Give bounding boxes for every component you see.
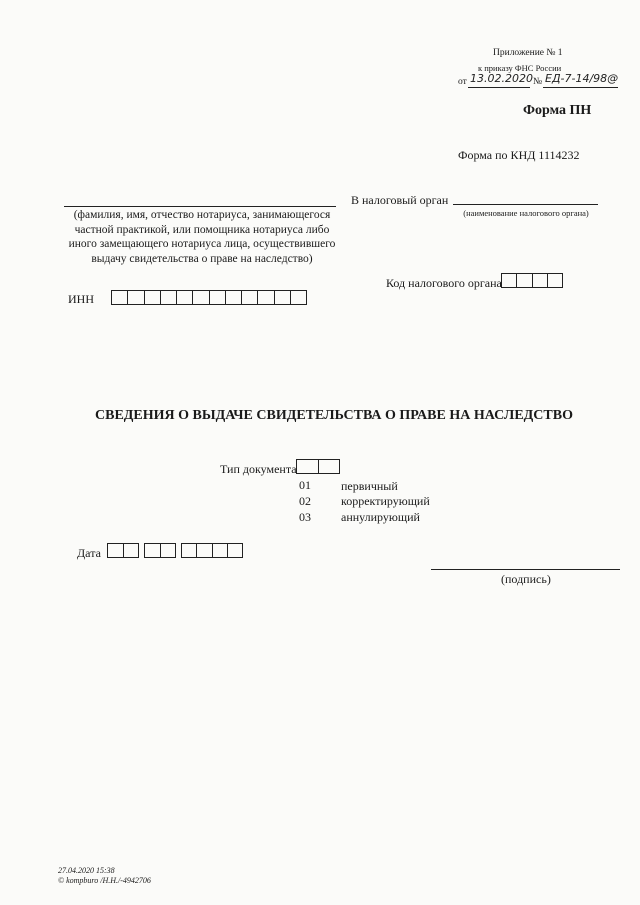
inn-cell[interactable] bbox=[275, 291, 291, 304]
tax-authority-caption: (наименование налогового органа) bbox=[463, 208, 589, 218]
tax-authority-line[interactable] bbox=[453, 204, 598, 205]
order-number-handwritten: ЕД-7-14/98@ bbox=[545, 72, 619, 85]
form-title: Форма ПН bbox=[523, 103, 592, 118]
inn-cell[interactable] bbox=[112, 291, 128, 304]
date-year-cells[interactable] bbox=[181, 543, 243, 558]
doc-type-cell[interactable] bbox=[319, 460, 340, 473]
option-label-03: аннулирующий bbox=[341, 510, 420, 524]
tax-authority-label: В налоговый орган bbox=[351, 193, 449, 207]
tax-code-cell[interactable] bbox=[517, 274, 532, 287]
notary-caption: (фамилия, имя, отчество нотариуса, занимающегося частной практикой, или помощника нотариуса либо иного замещающего нотариуса лица, осуществившего выдачу свидетельства о праве на наследство) bbox=[68, 209, 336, 265]
appendix-label: Приложение № 1 bbox=[493, 48, 563, 58]
order-line: к приказу ФНС России bbox=[478, 63, 562, 73]
footer-source-text: kompburo /Н.Н./-4942706 bbox=[66, 876, 151, 885]
footer-source bbox=[58, 876, 151, 885]
inn-cell[interactable] bbox=[145, 291, 161, 304]
tax-code-cells[interactable] bbox=[501, 273, 563, 288]
inn-label: ИНН bbox=[68, 292, 94, 306]
order-date-line bbox=[468, 87, 530, 88]
knd-code: Форма по КНД 1114232 bbox=[458, 148, 580, 162]
signature-line[interactable] bbox=[431, 569, 620, 570]
date-label: Дата bbox=[77, 546, 101, 560]
doc-type-cell[interactable] bbox=[297, 460, 319, 473]
tax-code-label: Код налогового органа bbox=[386, 276, 502, 290]
order-number-line bbox=[543, 87, 618, 88]
inn-cells[interactable] bbox=[111, 290, 307, 305]
inn-cell[interactable] bbox=[291, 291, 306, 304]
option-code-03: 03 bbox=[299, 510, 311, 524]
signature-caption: (подпись) bbox=[501, 572, 551, 586]
copyright-icon: © bbox=[58, 876, 65, 885]
inn-cell[interactable] bbox=[177, 291, 193, 304]
inn-cell[interactable] bbox=[226, 291, 242, 304]
order-date-handwritten: 13.02.2020 bbox=[470, 72, 533, 85]
inn-cell[interactable] bbox=[161, 291, 177, 304]
inn-cell[interactable] bbox=[242, 291, 258, 304]
date-month-cells[interactable] bbox=[144, 543, 176, 558]
order-number-prefix: № bbox=[533, 77, 543, 87]
inn-cell[interactable] bbox=[128, 291, 144, 304]
notary-name-line bbox=[64, 206, 336, 207]
tax-code-cell[interactable] bbox=[502, 274, 517, 287]
option-code-02: 02 bbox=[299, 494, 311, 508]
inn-cell[interactable] bbox=[210, 291, 226, 304]
order-from-prefix: от bbox=[458, 77, 467, 87]
option-label-01: первичный bbox=[341, 479, 398, 493]
inn-cell[interactable] bbox=[258, 291, 274, 304]
doc-type-label: Тип документа bbox=[220, 462, 297, 476]
tax-code-cell[interactable] bbox=[548, 274, 562, 287]
date-day-cells[interactable] bbox=[107, 543, 139, 558]
option-code-01: 01 bbox=[299, 478, 311, 492]
footer-timestamp: 27.04.2020 15:38 bbox=[58, 866, 115, 875]
option-label-02: корректирующий bbox=[341, 494, 430, 508]
document-title: СВЕДЕНИЯ О ВЫДАЧЕ СВИДЕТЕЛЬСТВА О ПРАВЕ НА НАСЛЕДСТВО bbox=[95, 408, 573, 423]
inn-cell[interactable] bbox=[193, 291, 209, 304]
doc-type-cells[interactable] bbox=[296, 459, 340, 474]
tax-code-cell[interactable] bbox=[533, 274, 548, 287]
